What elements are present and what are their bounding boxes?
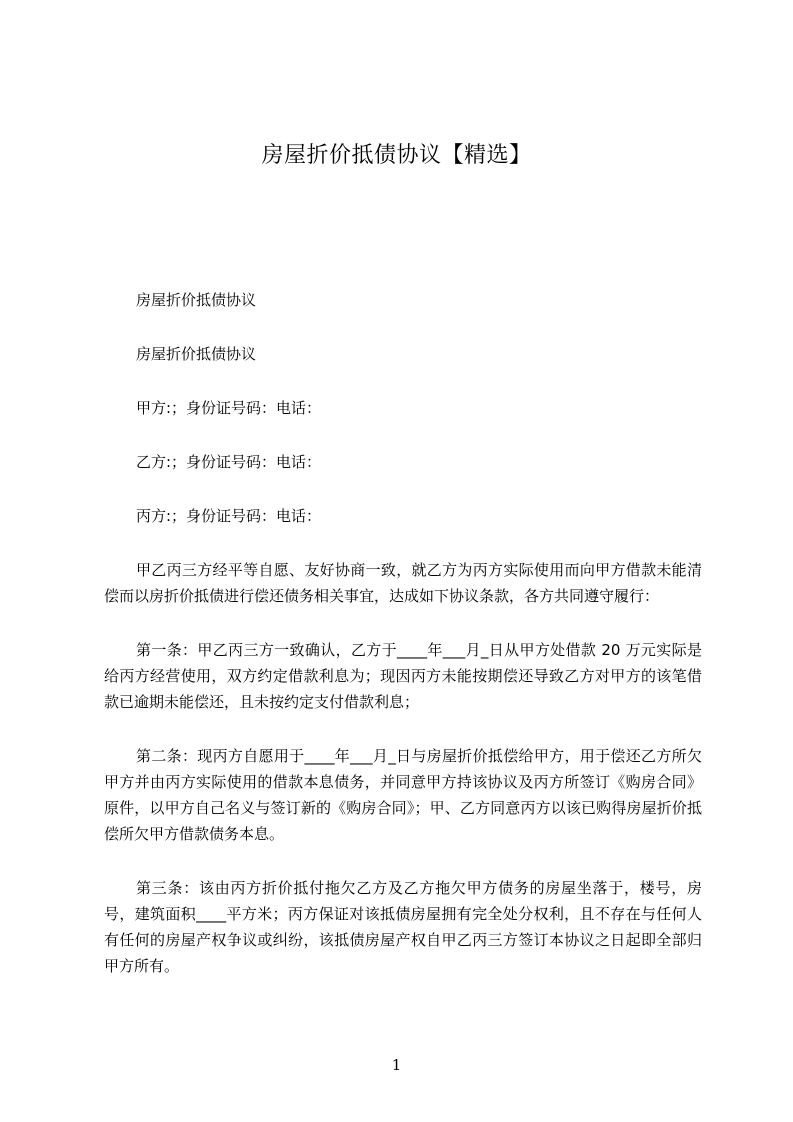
page-number: 1 [391,1056,402,1074]
document-body [104,287,702,1007]
preamble-paragraph: 甲乙丙三方经平等自愿、友好协商一致，就乙方为丙方实际使用而向甲方借款未能清偿而以房折价抵债进行偿还债务相关事宜，达成如下协议条款，各方共同遵守履行： [104,561,702,605]
party-a-line: 甲方:；身份证号码：电话： [136,399,322,417]
article-three-paragraph: 第三条：该由丙方折价抵付拖欠乙方及乙方拖欠甲方债务的房屋坐落于，楼号，房号，建筑面积____平方米；丙方保证对该抵债房屋拥有完全处分权利，且不存在与任何人有任何的房屋产权争议或纠纷，该抵债房屋产权自甲乙丙三方签订本协议之日起即全部归甲方所有。 [104,879,702,975]
document-title: 房屋折价抵债协议【精选】 [261,143,532,168]
party-c-line: 丙方:；身份证号码：电话： [136,507,322,525]
paragraph-heading-repeat: 房屋折价抵债协议 [136,345,257,363]
party-b-line: 乙方:；身份证号码：电话： [136,453,322,471]
paragraph-heading: 房屋折价抵债协议 [136,291,257,309]
article-two-paragraph: 第二条：现丙方自愿用于____年___月_日与房屋折价抵偿给甲方，用于偿还乙方所欠甲方并由丙方实际使用的借款本息债务，并同意甲方持该协议及丙方所签订《购房合同》原件，以甲方自己名义与签订新的《购房合同》；甲、乙方同意丙方以该已购得房屋折价抵偿所欠甲方借款债务本息。 [104,747,702,843]
article-one-paragraph: 第一条：甲乙丙三方一致确认，乙方于____年___月_日从甲方处借款 20 万元实际是给丙方经营使用，双方约定借款利息为；现因丙方未能按期偿还导致乙方对甲方的该笔借款已逾期未能偿还，且未按约定支付借款利息； [104,641,702,711]
